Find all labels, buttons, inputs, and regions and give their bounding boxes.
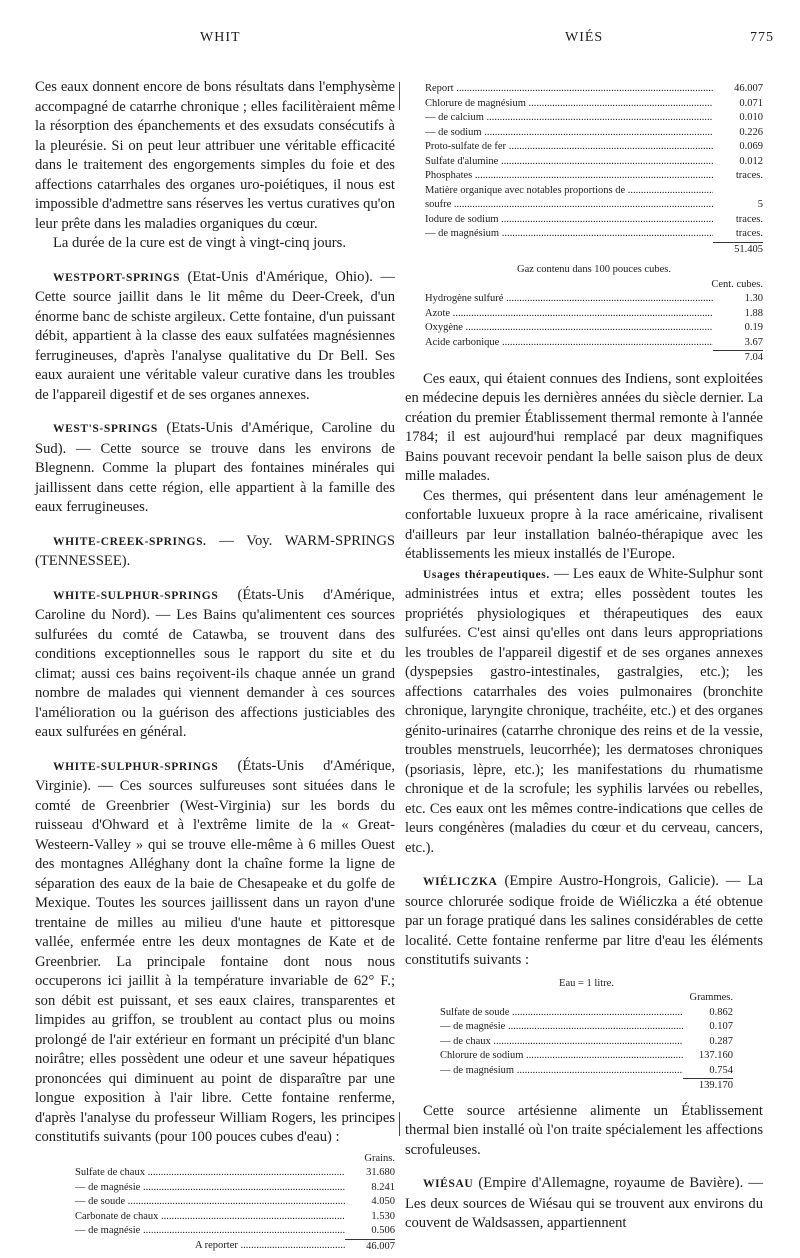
table-row	[425, 227, 763, 242]
row-value: 1.30	[744, 293, 763, 304]
entry-text: (États-Unis d'Amérique, Virginie). — Ces sources sulfureuses sont situées dans le comté de Greenbrier (West-Virginia) sur les bords du ruisseau d'Ohward et à l'extrême limite de la « Great-Westeern-Valley » qui se trouve elle-même à 6 milles Ouest des montagnes Alléghany dont la chaîne forme la ligne de séparation des eaux de la baie de Chesapeake et du golfe de Mexique. Toutes les sources jaillissent dans un rayon d'une trentaine de milles au milieu d'une haute et pittoresque vallée, enfermée entre les deux montagnes de Kate et de Greenbrier. La principale fontaine dont nous nous occuperons ici jaillit à la température invariable de 62° F.; son débit est puissant, et ses eaux claires, transparentes et limpides au griffon, se troublent au contact plus ou moins prolongé de l'air extérieur en formant un précipité d'un blanc noirâtre; elles possèdent une odeur et une saveur hépatiques prononcées qui diminuent au point de disparaître par une longue exposition à l'air libre. Cette fontaine renferme, d'après l'analyse du professeur William Rogers, les principes constitutifs suivants (pour 100 pouces cubes d'eau) :	[35, 757, 395, 1145]
row-value: 0.862	[709, 1006, 733, 1018]
row-label: Azote .....	[425, 307, 713, 322]
row-value: 137.160	[698, 1050, 733, 1061]
gas-total-row	[425, 350, 763, 366]
row-label: Proto-sulfate de fer .....	[425, 140, 713, 155]
row-label: — de sodium .....	[425, 126, 713, 141]
row-label: — de magnésium .....	[440, 1064, 683, 1079]
entry-title: WHITE-SULPHUR-SPRINGS	[53, 589, 219, 602]
row-label: — de calcium .....	[425, 111, 713, 126]
row-label: — de magnésie .....	[75, 1181, 345, 1196]
row-value: 0.506	[371, 1225, 395, 1236]
row-label: Hydrogène sulfuré .....	[425, 292, 713, 307]
entry-text: (Empire d'Allemagne, royaume de Bavière). — Les deux sources de Wiésau qui se trouvent aux environs du couvent de Waldsassen, appartiennent	[405, 1175, 763, 1231]
paragraph: La durée de la cure est de vingt à vingt-cinq jours.	[53, 235, 346, 251]
table-total-label: A reporter .....	[75, 1239, 345, 1255]
table-row	[75, 1224, 395, 1239]
row-label: — de magnésium .....	[425, 227, 713, 242]
table-total: 51.405	[713, 242, 763, 258]
usages-paragraph	[405, 565, 763, 859]
table-row	[425, 292, 763, 307]
entry-wieliczka	[405, 872, 763, 971]
table-row	[425, 155, 763, 170]
entry-text: (Etats-Unis d'Amérique, Caroline du Sud). — Cette source se trouve dans les environs de Blegnenn. Comme la plupart des fontaines minérales qui jaillissent dans cette région, elle appartient à la famille des eaux ferrugineuses.	[35, 420, 395, 515]
row-value: 0.19	[744, 322, 763, 333]
entry-text: — Les eaux de White-Sulphur sont administrées intus et extra; elles possèdent toutes les propriétés physiologiques et thérapeutiques des eaux sulfurées. C'est ainsi qu'elles ont dans leurs appropriations les troubles de l'appareil digestif et de ses organes annexes (dyspepsies gastro-intestinales, gastralgies, etc.); les affections catarrhales des voies pulmonaires (bronchite chronique, laryngite chronique, trachéite, etc.) et des organes génito-urinaires (catarrhe chronique des reins et de la vessie, troubles menstruels, leucorrhée); les dermatoses chroniques (psoriasis, lèpre, etc.); les manifestations du rhumatisme chronique et de la scrofule; les syphilis larvées ou rebelles, etc. Ces eaux ont les mêmes contre-indications que celles de leurs congénères (maladies du cœur et du cerveau, cancers, etc.).	[405, 565, 763, 856]
entry-title: WHITE-SULPHUR-SPRINGS	[53, 760, 219, 773]
entry-title: WIÉSAU	[423, 1178, 474, 1190]
row-value: 0.069	[739, 141, 763, 152]
table-caption: Eau = 1 litre.	[559, 977, 614, 989]
row-value: 46.007	[734, 83, 763, 94]
gas-unit: Cent. cubes.	[711, 278, 763, 290]
gas-body	[425, 292, 763, 350]
row-value: 0.012	[739, 155, 763, 167]
analysis-table-cont	[425, 82, 763, 366]
paragraph: Ces eaux donnent encore de bons résultats dans l'emphysème accompagné de catarrhe chronique ; elles facilitèraient même la résorption des épanchements et des exsudats consécutifs à la pleurésie. Si on peut leur attribuer une véritable efficacité dans le traitement des engorgements simples du foie et des affections catarrhales des organes uro-poiétiques, il nous est impossible d'admettre sans réserves les vertus curatives qu'on leur prête dans les maladies organiques du cœur.	[35, 79, 395, 232]
row-label: Iodure de sodium .....	[425, 213, 713, 228]
table-row	[425, 169, 763, 184]
entry-white-sulphur-nc	[35, 586, 395, 743]
running-head-left: WHIT	[200, 30, 241, 45]
paragraph: Ces eaux, qui étaient connues des Indiens, sont exploitées en médecine depuis les dernières années du siècle dernier. La création du premier Établissement thermal remonte à l'année 1784; il est aujourd'hui remplacé par deux magnifiques Bains pouvant recevoir pendant la belle saison plus de deux mille malades.	[405, 370, 763, 484]
analysis-table	[75, 1152, 395, 1255]
row-value: 0.226	[739, 126, 763, 138]
row-label: Sulfate de chaux .....	[75, 1166, 345, 1181]
wieliczka-table	[440, 977, 733, 1094]
row-value: 5	[757, 199, 763, 210]
table-row	[75, 1210, 395, 1225]
row-label: — de magnésie .....	[440, 1020, 683, 1035]
paragraph: Ces thermes, qui présentent dans leur aménagement le confortable luxueux propre à la race américaine, rivalisent d'ailleurs par leur installation balnéo-thérapique avec les établissements les mieux installés de l'Europe.	[405, 487, 763, 562]
row-label: Carbonate de chaux .....	[75, 1210, 345, 1225]
page-number: 775	[750, 30, 774, 45]
table-row	[440, 1020, 733, 1035]
entry-text: (États-Unis d'Amérique, Caroline du Nord). — Les Bains qu'alimentent ces sources sulfurées du comté de Catawba, se trouvent dans des conditions exceptionnelles sous le rapport du site et du climat; aussi ces bains reçoivent-ils chaque année un grand nombre de malades qui viennent demander à ces sources l'amélioration ou la guérison des affections justiciables des eaux sulfurées en général.	[35, 586, 395, 740]
paragraph: Cette source artésienne alimente un Établissement thermal bien installé où l'on traite spécialement les affections scrofuleuses.	[405, 1102, 763, 1158]
table-row	[425, 82, 763, 97]
entry-text: — Voy. WARM-SPRINGS (TENNESSEE).	[35, 532, 395, 569]
row-value: 0.107	[709, 1021, 733, 1032]
row-value: 4.050	[371, 1196, 395, 1207]
entry-wiesau	[405, 1174, 763, 1234]
row-value: 1.530	[371, 1210, 395, 1222]
row-value: 1.88	[744, 307, 763, 319]
row-value: 31.680	[366, 1167, 395, 1178]
table-row	[440, 1035, 733, 1050]
table-row	[75, 1195, 395, 1210]
entry-white-creek	[35, 532, 395, 572]
table-row	[440, 1049, 733, 1064]
row-value: traces.	[735, 228, 763, 239]
table-row	[425, 321, 763, 336]
table-row	[425, 198, 763, 213]
column-divider-bottom	[399, 1112, 400, 1136]
table-unit: Grammes.	[689, 992, 733, 1003]
running-head-center: WIÉS	[565, 30, 604, 45]
row-label: Matière organique avec notables proportions de .....	[425, 184, 713, 199]
row-value: 0.010	[739, 112, 763, 123]
gas-title: Gaz contenu dans 100 pouces cubes.	[517, 264, 671, 275]
section-title: Usages thérapeutiques.	[423, 568, 550, 581]
table-row	[425, 111, 763, 126]
row-label: Chlorure de sodium .....	[440, 1049, 683, 1064]
row-label: Acide carbonique .....	[425, 336, 713, 351]
table-row	[425, 184, 763, 199]
table-row	[440, 1064, 733, 1079]
entry-title: WHITE-CREEK-SPRINGS.	[53, 535, 207, 548]
gas-total: 7.04	[713, 350, 763, 366]
row-label: Phosphates .....	[425, 169, 713, 184]
row-value: 3.67	[744, 336, 763, 348]
table-row	[425, 126, 763, 141]
table-row	[425, 97, 763, 112]
entry-text: (Empire Austro-Hongrois, Galicie). — La source chlorurée sodique froide de Wiéliczka a été obtenue par un forage pratiqué dans les salines considérables de cette localité. Cette fontaine renferme par litre d'eau les éléments constitutifs suivants :	[405, 873, 763, 968]
row-label: Sulfate d'alumine .....	[425, 155, 713, 170]
column-divider	[399, 82, 400, 110]
entry-title: WIÉLICZKA	[423, 876, 498, 888]
entry-text: (Etat-Unis d'Amérique, Ohio). — Cette source jaillit dans le lit même du Deer-Creek, d'un énorme banc de schiste argileux. Cette fontaine, d'un puissant débit, appartient à la classe des eaux sulfatées magnésiennes ferrugineuses, d'après l'analyse qualitative du Dr Bell. Ses eaux auraient une véritable valeur curative dans les troubles de l'appareil digestif et de ses organes annexes.	[35, 268, 395, 403]
right-column	[405, 82, 763, 1234]
table-row	[75, 1166, 395, 1181]
row-value: 0.287	[709, 1035, 733, 1047]
entry-title: WESTPORT-SPRINGS	[53, 271, 180, 284]
entry-wests	[35, 419, 395, 518]
table-total: 46.007	[345, 1239, 395, 1255]
table-body	[75, 1166, 395, 1239]
row-value: traces.	[735, 170, 763, 181]
row-value: 0.754	[709, 1064, 733, 1076]
row-label: — de chaux .....	[440, 1035, 683, 1050]
entry-title: WEST'S-SPRINGS	[53, 423, 158, 435]
row-value	[713, 184, 763, 199]
entry-westport	[35, 268, 395, 406]
table-total-row	[75, 1239, 395, 1255]
table-total: 139.170	[683, 1078, 733, 1094]
table-row	[425, 140, 763, 155]
row-value: 0.071	[739, 97, 763, 109]
entry-white-sulphur-va	[35, 757, 395, 1148]
row-label: — de magnésie .....	[75, 1224, 345, 1239]
row-label: Oxygène .....	[425, 321, 713, 336]
row-label: soufre .....	[425, 198, 713, 213]
table-body	[440, 1006, 733, 1079]
row-label: — de soude .....	[75, 1195, 345, 1210]
row-label: Sulfate de soude .....	[440, 1006, 683, 1021]
table-row	[425, 307, 763, 322]
table-row	[440, 1006, 733, 1021]
table-body	[425, 82, 763, 242]
row-label: Chlorure de magnésium .....	[425, 97, 713, 112]
table-unit: Grains.	[364, 1152, 395, 1164]
table-row	[75, 1181, 395, 1196]
table-row	[425, 336, 763, 351]
table-total-row	[425, 242, 763, 258]
table-row	[425, 213, 763, 228]
row-label: Report .....	[425, 82, 713, 97]
left-column	[35, 78, 395, 1258]
row-value: traces.	[735, 213, 763, 225]
row-value: 8.241	[371, 1181, 395, 1193]
table-total-row	[440, 1078, 733, 1094]
